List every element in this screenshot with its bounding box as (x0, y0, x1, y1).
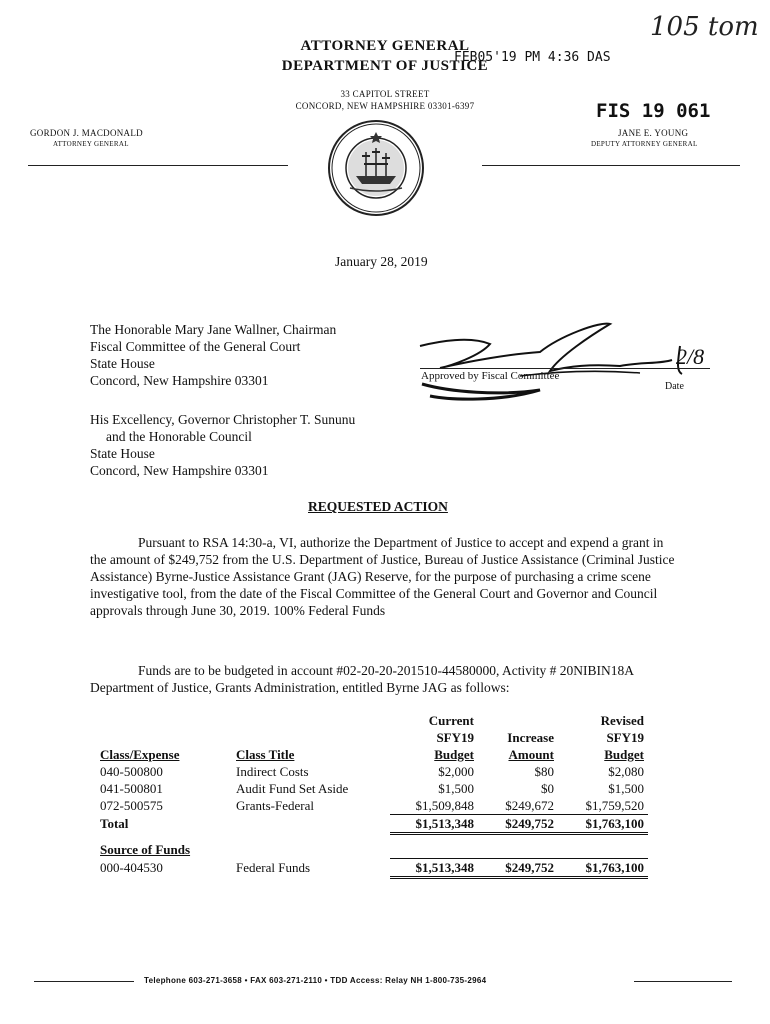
header-current-2: SFY19 (436, 729, 474, 745)
source-title: Federal Funds (236, 860, 311, 875)
addressee2-line: State House (90, 446, 155, 461)
cell-class: 041-500801 (100, 780, 163, 796)
cell-class: 040-500800 (100, 763, 163, 779)
fis-stamp: FIS 19 061 (596, 100, 711, 122)
cell-revised: $2,080 (608, 763, 644, 779)
header-increase-2: Amount (508, 746, 554, 762)
cell-increase: $0 (541, 780, 554, 796)
total-current: $1,513,348 (390, 815, 478, 834)
header-revised-2: SFY19 (606, 729, 644, 745)
source-increase: $249,752 (478, 859, 558, 878)
cell-current: $2,000 (438, 763, 474, 779)
paragraph-budget: Funds are to be budgeted in account #02-20-20-201510-44580000, Activity # 20NIBIN18A Department of Justice, Grants Administration, entitled Byrne JAG as follows: (90, 663, 634, 695)
source-row (96, 859, 648, 878)
addressee1-line: Concord, New Hampshire 03301 (90, 373, 269, 388)
total-label: Total (100, 816, 129, 831)
total-revised: $1,763,100 (558, 815, 648, 834)
header-title-attorney-general: ATTORNEY GENERAL (300, 38, 470, 54)
footer-rule-left (34, 981, 134, 982)
header-title-department: DEPARTMENT OF JUSTICE (281, 58, 489, 74)
cell-title: Grants-Federal (236, 797, 314, 813)
header-current-1: Current (428, 712, 474, 728)
footer-rule-right (634, 981, 732, 982)
handwritten-annotation: 105 tom (650, 12, 759, 42)
header-class: Class/Expense (100, 746, 180, 762)
attorney-general-title: ATTORNEY GENERAL (53, 140, 129, 148)
approval-handwritten-date: 2/8 (676, 344, 705, 369)
deputy-title: DEPUTY ATTORNEY GENERAL (591, 140, 698, 148)
source-revised: $1,763,100 (558, 859, 648, 878)
addressee-governor (90, 411, 355, 479)
header-current-3: Budget (434, 746, 474, 762)
cell-revised: $1,500 (608, 780, 644, 796)
total-increase: $249,752 (478, 815, 558, 834)
header-revised-3: Budget (604, 746, 644, 762)
header-increase-1: Increase (507, 729, 554, 745)
addressee2-line: His Excellency, Governor Christopher T. Sununu (90, 412, 356, 427)
budget-table (96, 712, 648, 879)
letter-date: January 28, 2019 (335, 254, 428, 269)
cell-current: $1,509,848 (390, 797, 478, 815)
cell-title: Indirect Costs (236, 763, 309, 779)
received-stamp: FEB05'19 PM 4:36 DAS (454, 50, 611, 65)
source-class: 000-404530 (100, 860, 163, 875)
addressee1-line: Fiscal Committee of the General Court (90, 339, 301, 354)
footer-contact: Telephone 603-271-3658 • FAX 603-271-2110 • TDD Access: Relay NH 1-800-735-2964 (144, 976, 487, 985)
cell-increase: $80 (534, 763, 554, 779)
signature-scribble-icon (410, 316, 710, 406)
header-address-city: CONCORD, NEW HAMPSHIRE 03301-6397 (295, 101, 475, 111)
header-address-street: 33 CAPITOL STREET (340, 89, 430, 99)
header-title: Class Title (236, 746, 295, 762)
deputy-name: JANE E. YOUNG (618, 128, 689, 138)
header-rule-left (28, 165, 288, 166)
requested-action-heading: REQUESTED ACTION (308, 499, 448, 514)
source-current: $1,513,348 (390, 859, 478, 878)
cell-increase: $249,672 (478, 797, 558, 815)
cell-current: $1,500 (438, 780, 474, 796)
addressee2-line: Concord, New Hampshire 03301 (90, 463, 269, 478)
table-row (96, 780, 648, 797)
attorney-general-name: GORDON J. MACDONALD (30, 128, 143, 138)
addressee2-line: and the Honorable Council (106, 429, 252, 444)
table-row (96, 797, 648, 815)
cell-revised: $1,759,520 (558, 797, 648, 815)
approval-signature-line (420, 368, 710, 369)
paragraph-request: Pursuant to RSA 14:30-a, VI, authorize the Department of Justice to accept and expend a grant in the amount of $249,752 from the U.S. Department of Justice, Bureau of Justice Assistance (Criminal Justice Assistance) Byrne-Justice Assistance Grant (JAG) Reserve, for the purpose of purchasing a crime scene investigative tool, from the date of the Fiscal Committee of the General Court and Governor and Council approvals through June 30, 2019. 100% Federal Funds (90, 535, 675, 618)
addressee1-line: State House (90, 356, 155, 371)
cell-class: 072-500575 (100, 797, 163, 813)
header-revised-1: Revised (600, 712, 644, 728)
header-rule-right (482, 165, 740, 166)
state-seal-icon (326, 118, 426, 218)
source-funds-heading: Source of Funds (100, 841, 191, 857)
total-row (96, 815, 648, 834)
addressee1-line: The Honorable Mary Jane Wallner, Chairman (90, 322, 337, 337)
addressee-fiscal-committee (90, 321, 336, 389)
table-row (96, 763, 648, 780)
approval-label: Approved by Fiscal Committee (421, 370, 560, 382)
cell-title: Audit Fund Set Aside (236, 780, 349, 796)
approval-date-label: Date (665, 381, 684, 392)
